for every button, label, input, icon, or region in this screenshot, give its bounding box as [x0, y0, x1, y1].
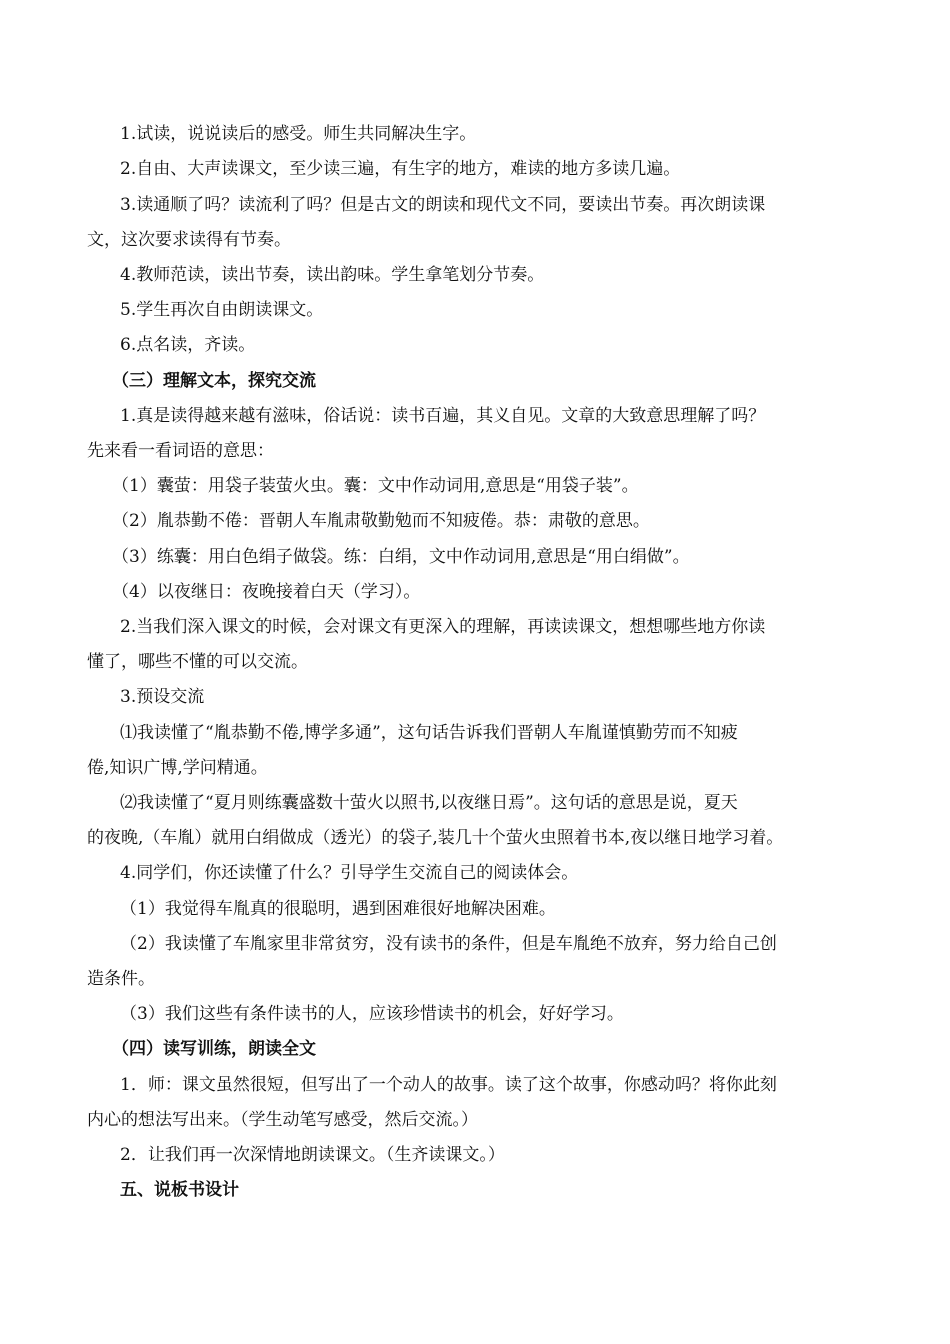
list-item: 的夜晚,（车胤）就用白绢做成（透光）的袋子,装几十个萤火虫照着书本,夜以继日地学习着。 [87, 828, 784, 848]
paragraph: 1.真是读得越来越有滋味，俗话说：读书百遍，其义自见。文章的大致意思理解了吗？ [120, 406, 766, 426]
list-item: （4）以夜继日：夜晚接着白天（学习）。 [112, 582, 421, 602]
paragraph: 6.点名读，齐读。 [120, 335, 256, 355]
paragraph: 先来看一看词语的意思： [87, 441, 274, 461]
list-item: 造条件。 [87, 969, 155, 989]
section-heading: （三）理解文本，探究交流 [112, 371, 316, 391]
paragraph: 2．让我们再一次深情地朗读课文。（生齐读课文。） [120, 1145, 505, 1165]
list-item: （2）胤恭勤不倦：晋朝人车胤肃敬勤勉而不知疲倦。恭：肃敬的意思。 [112, 511, 650, 531]
list-item: （1）我觉得车胤真的很聪明，遇到困难很好地解决困难。 [120, 899, 556, 919]
list-item: （3）我们这些有条件读书的人，应该珍惜读书的机会，好好学习。 [120, 1004, 624, 1024]
paragraph: 1.试读，说说读后的感受。师生共同解决生字。 [120, 124, 477, 144]
paragraph: 5.学生再次自由朗读课文。 [120, 300, 324, 320]
section-heading: 五、说板书设计 [120, 1180, 239, 1200]
paragraph: 内心的想法写出来。（学生动笔写感受，然后交流。） [87, 1110, 478, 1130]
list-item: ⑵我读懂了“夏月则练囊盛数十萤火以照书,以夜继日焉”。这句话的意思是说，夏天 [120, 793, 738, 813]
paragraph: 3.预设交流 [120, 687, 205, 707]
paragraph: 1．师：课文虽然很短，但写出了一个动人的故事。读了这个故事，你感动吗？将你此刻 [120, 1075, 777, 1095]
paragraph: 4.教师范读，读出节奏，读出韵味。学生拿笔划分节奏。 [120, 265, 545, 285]
list-item: （3）练囊：用白色绢子做袋。练：白绢，文中作动词用,意思是“用白绢做”。 [112, 547, 690, 567]
list-item: 倦,知识广博,学问精通。 [87, 758, 268, 778]
paragraph: 2.当我们深入课文的时候，会对课文有更深入的理解，再读读课文，想想哪些地方你读 [120, 617, 766, 637]
paragraph: 懂了，哪些不懂的可以交流。 [87, 652, 308, 672]
paragraph: 文，这次要求读得有节奏。 [87, 230, 291, 250]
paragraph: 2.自由、大声读课文，至少读三遍，有生字的地方，难读的地方多读几遍。 [120, 159, 681, 179]
list-item: ⑴我读懂了“胤恭勤不倦,博学多通”，这句话告诉我们晋朝人车胤谨慎勤劳而不知疲 [120, 723, 738, 743]
list-item: （2）我读懂了车胤家里非常贫穷，没有读书的条件，但是车胤绝不放弃，努力给自己创 [120, 934, 777, 954]
paragraph: 3.读通顺了吗？读流利了吗？但是古文的朗读和现代文不同，要读出节奏。再次朗读课 [120, 195, 766, 215]
list-item: （1）囊萤：用袋子装萤火虫。囊：文中作动词用,意思是“用袋子装”。 [112, 476, 639, 496]
section-heading: （四）读写训练，朗读全文 [112, 1039, 316, 1059]
paragraph: 4.同学们，你还读懂了什么？引导学生交流自己的阅读体会。 [120, 863, 579, 883]
